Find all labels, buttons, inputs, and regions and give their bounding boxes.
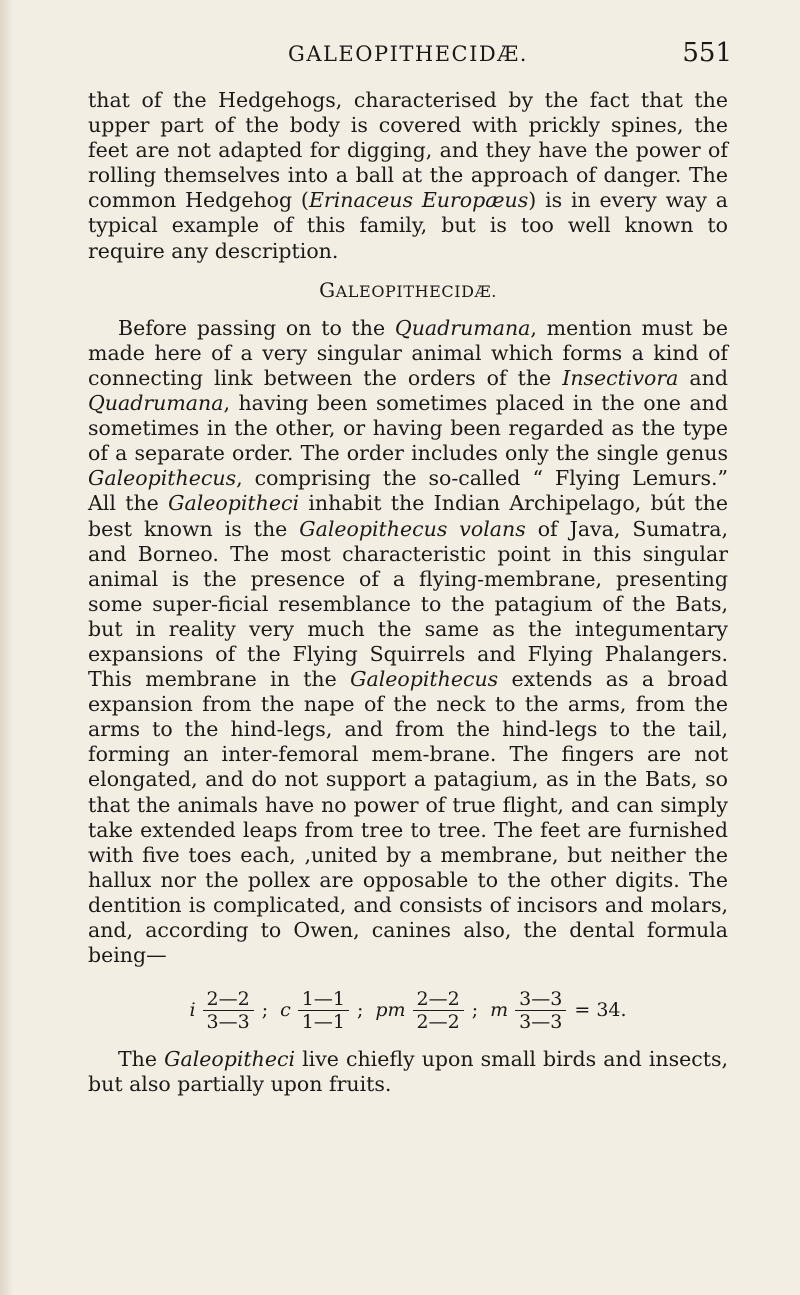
fraction-numerator: 2—2 [203,988,254,1011]
text-run: extends as a broad expansion from the nape of the neck to the arms, from the arms to the hind-legs, and from the hind-legs to the tail, forming an inter-femoral mem-brane. The fingers are not elongated, and do not support a patagium, as in the Bats, so that the animals have no power of true flight, and can simply take extended leaps from tree to tree. The feet are furnished with five toes each, ,united by a membrane, but neither the hallux nor the pollex are opposable to the other digits. The dentition is complicated, and consists of incisors and molars, and, according to Owen, canines also, the dental formula being— [88,667,728,968]
italic-term: Galeopithecus [88,466,237,491]
formula-fraction [298,988,349,1033]
text-run: , mention must be made here of a very singular animal which forms a kind of connecting link between the orders of the [88,315,728,390]
formula-separator: ; [261,999,269,1022]
text-run: live chiefly upon small birds and insects, but also partially upon fruits. [88,1047,728,1097]
running-head [88,28,732,78]
formula-premolars [375,988,484,1033]
text-run: ) is in every way a typical example of this family, but is too well known to require any description. [88,188,728,263]
page-gutter-shadow [0,0,14,1295]
heading-rest: ALEOPITHECIDÆ. [335,281,497,301]
paragraph-diet [88,1047,728,1097]
formula-separator: ; [471,999,479,1022]
running-head-title: GALEOPITHECIDÆ. [288,42,528,66]
italic-term: Quadrumana [394,315,531,340]
body-text [88,88,728,1097]
formula-fraction [515,988,566,1033]
italic-term: Galeopithecus volans [299,516,526,541]
text-run: The [118,1047,165,1072]
italic-term: Quadrumana [88,391,224,416]
paragraph-galeopithecidae [88,316,728,968]
paragraph-hedgehogs [88,88,728,264]
italic-term: Galeopitheci [164,1047,296,1072]
formula-separator: ; [356,999,364,1022]
formula-incisors [189,988,274,1033]
formula-letter: i [189,999,196,1022]
italic-term: Insectivora [562,365,679,390]
text-run: Before passing on to the [118,315,395,340]
formula-letter: m [490,999,509,1022]
formula-letter: pm [375,999,406,1022]
fraction-numerator: 3—3 [515,988,566,1011]
italic-term: Galeopithecus [350,667,499,692]
page-number: 551 [682,38,732,68]
text-run: , having been sometimes placed in the one and sometimes in the other, or having been regarded as the type of a separate order. The order includes only the single genus [88,391,728,466]
heading-initial: G [319,277,336,302]
formula-molars [490,988,626,1033]
section-heading [88,278,728,304]
fraction-numerator: 1—1 [298,988,349,1011]
dental-formula [88,988,728,1033]
text-run: inhabit the Indian Archipelago, bút the best known is the [88,491,728,541]
formula-fraction [413,988,464,1033]
text-run: of Java, Sumatra, and Borneo. The most characteristic point in this singular animal is the presence of a flying-membrane, presenting some super-ficial resemblance to the patagium of the Bats, but in reality very much the same as the integumentary expansions of the Flying Squirrels and Flying Phalangers. This membrane in the [88,516,729,692]
fraction-denominator: 2—2 [416,1011,460,1034]
formula-total: = 34. [574,999,627,1022]
fraction-denominator: 3—3 [206,1011,250,1034]
text-run: and [678,365,728,390]
formula-canines [280,988,369,1033]
formula-letter: c [280,999,291,1022]
italic-species-name: Erinaceus Europæus [308,188,529,213]
fraction-numerator: 2—2 [413,988,464,1011]
fraction-denominator: 1—1 [301,1011,345,1034]
fraction-denominator: 3—3 [519,1011,563,1034]
text-run: that of the Hedgehogs, characterised by the fact that the upper part of the body is covered with prickly spines, the feet are not adapted for digging, and they have the power of rolling themselves into a ball at the approach of danger. The common Hedgehog ( [88,88,728,213]
text-run: , comprising the so-called “ Flying Lemurs.” All the [88,466,728,516]
formula-fraction [203,988,254,1033]
italic-term: Galeopitheci [168,491,300,516]
